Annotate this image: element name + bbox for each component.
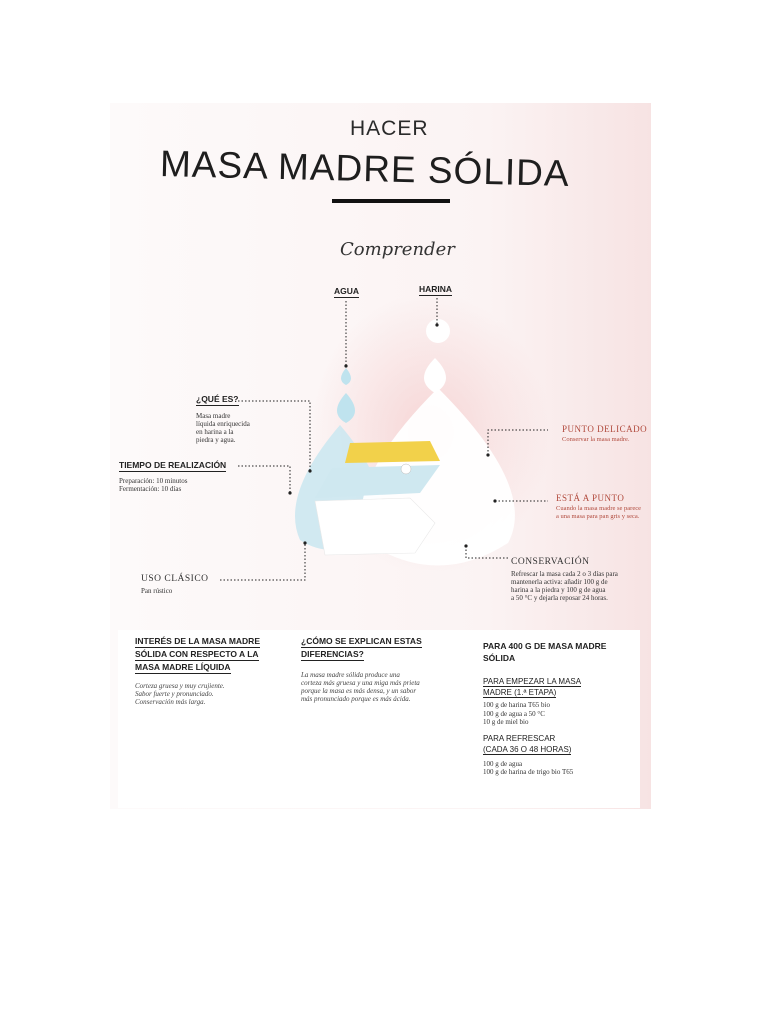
interes-title-line: MASA MADRE LÍQUIDA — [135, 662, 231, 672]
label-conservacion: CONSERVACIÓN — [511, 557, 590, 567]
label-esta-a-punto: ESTÁ A PUNTO — [556, 493, 625, 503]
title-small: HACER — [350, 117, 429, 140]
tiempo-line: Fermentación: 10 días — [119, 485, 182, 493]
recipe-ingredient: 10 g de miel bio — [483, 718, 529, 726]
recipe-title-line: PARA 400 G DE MASA MADRE — [483, 641, 607, 651]
conservacion-line: mantenerla activa: añadir 100 g de — [511, 578, 608, 586]
page-title: MASA MADRE SÓLIDA — [159, 143, 571, 195]
yellow-layer-shape — [345, 441, 440, 463]
esta-a-punto-line: a una masa para pan gris y seca. — [556, 513, 640, 520]
recipe-start-title — [483, 676, 643, 698]
label-uso-clasico: USO CLÁSICO — [141, 574, 209, 584]
que-es-line: Masa madre — [196, 412, 231, 420]
punto-delicado-text: Conservar la masa madre. — [562, 436, 630, 443]
interes-line: Corteza gruesa y muy crujiente. — [135, 682, 225, 690]
recipe-refresh-list — [483, 760, 643, 777]
column-como — [301, 635, 461, 703]
interes-line: Sabor fuerte y pronunciado. — [135, 690, 214, 698]
interes-title — [135, 635, 285, 674]
recipe-refresh-title-line: (CADA 36 O 48 HORAS) — [483, 744, 572, 754]
label-tiempo: TIEMPO DE REALIZACIÓN — [119, 460, 227, 470]
recipe-start-title-line: PARA EMPEZAR LA MASA — [483, 677, 582, 686]
label-agua: AGUA — [334, 286, 360, 296]
como-body — [301, 671, 461, 703]
como-title-line: ¿CÓMO SE EXPLICAN ESTAS — [301, 636, 422, 646]
esta-a-punto-line: Cuando la masa madre se parece — [556, 505, 642, 512]
interes-line: Conservación más larga. — [135, 698, 206, 706]
interes-body — [135, 682, 285, 706]
column-recipe — [483, 640, 643, 777]
esta-a-punto-text — [556, 505, 651, 521]
label-harina: HARINA — [419, 284, 453, 294]
que-es-line: piedra y agua. — [196, 436, 236, 444]
como-line: más pronunciado porque es más ácida. — [301, 695, 411, 703]
recipe-ingredient: 100 g de agua — [483, 759, 523, 768]
que-es-line: en harina a la — [196, 428, 234, 436]
recipe-refresh-title — [483, 733, 643, 755]
label-que-es: ¿QUÉ ES? — [196, 394, 239, 404]
interes-title-line: SÓLIDA CON RESPECTO A LA — [135, 649, 259, 659]
interes-title-line: INTERÉS DE LA MASA MADRE — [135, 636, 260, 646]
como-line: corteza más gruesa y una miga más prieta — [301, 679, 420, 687]
section-heading-comprender: Comprender — [340, 239, 455, 260]
recipe-start-title-line: MADRE (1.ª ETAPA) — [483, 688, 557, 697]
conservacion-line: a 50 °C y dejarla reposar 24 horas. — [511, 594, 608, 602]
recipe-refresh-title-line: PARA REFRESCAR — [483, 733, 556, 743]
como-title — [301, 635, 461, 661]
flour-drop-small-icon — [426, 319, 450, 343]
conservacion-line: harina a la piedra y 100 g de agua — [511, 586, 606, 594]
document-page — [110, 103, 651, 809]
tiempo-line: Preparación: 10 minutos — [119, 477, 188, 485]
conservacion-line: Refrescar la masa cada 2 o 3 días para — [511, 570, 618, 578]
conservacion-text — [511, 570, 649, 602]
tiempo-text — [119, 477, 249, 493]
recipe-ingredient: 100 g de harina de trigo bio T65 — [483, 768, 574, 776]
recipe-ingredient: 100 g de agua a 50 °C — [483, 709, 545, 718]
white-dough-shape — [315, 498, 435, 555]
recipe-title-line: SÓLIDA — [483, 653, 516, 663]
como-title-line: DIFERENCIAS? — [301, 649, 364, 659]
recipe-title — [483, 640, 643, 664]
recipe-start-list — [483, 701, 643, 727]
que-es-line: líquida enriquecida — [196, 420, 250, 428]
recipe-ingredient: 100 g de harina T65 bio — [483, 701, 550, 709]
como-line: La masa madre sólida produce una — [301, 671, 400, 679]
label-punto-delicado: PUNTO DELICADO — [562, 424, 648, 434]
como-line: porque la masa es más densa, y un sabor — [301, 687, 417, 695]
small-face-icon — [401, 464, 411, 474]
que-es-text — [196, 412, 296, 444]
sourdough-illustration — [110, 103, 651, 630]
column-interes — [135, 635, 285, 706]
uso-text: Pan rústico — [141, 587, 173, 595]
